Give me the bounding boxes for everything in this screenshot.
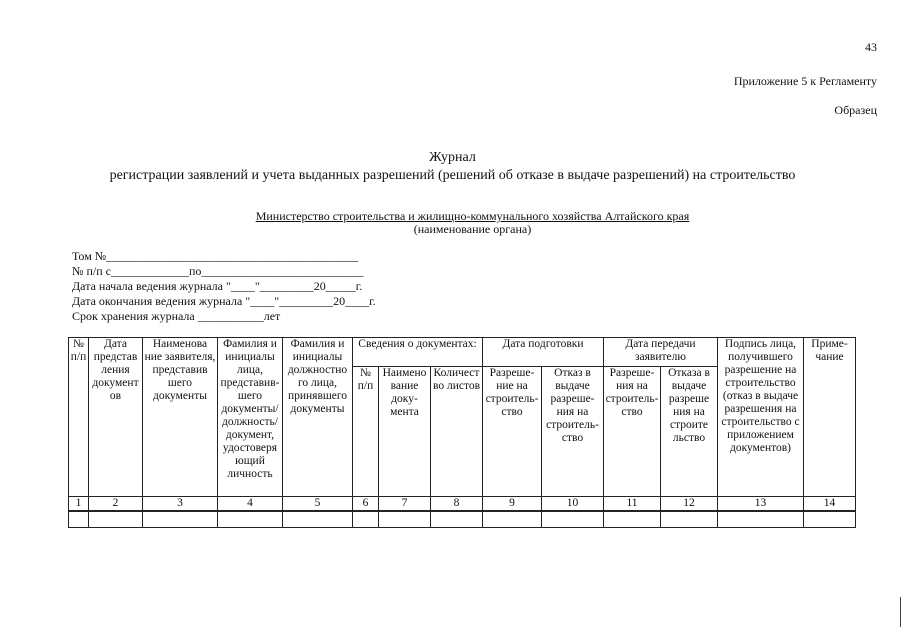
empty-cell (431, 511, 483, 528)
empty-data-row (69, 511, 856, 528)
empty-cell (218, 511, 283, 528)
scan-edge-mark (900, 597, 901, 627)
empty-cell (718, 511, 804, 528)
column-number: 1 (69, 497, 89, 512)
column-number: 10 (542, 497, 604, 512)
appendix-label: Приложение 5 к Регламенту (733, 74, 877, 88)
column-number: 13 (718, 497, 804, 512)
document-title: Журнал (429, 150, 476, 165)
header-col-13: Подпись лица, получившего разрешение на строительство (отказ в выдаче разрешения на строительство с приложением документов) (718, 338, 804, 497)
header-col-1: № п/п (69, 338, 89, 497)
header-col-2: Дата представ ления документ ов (89, 338, 143, 497)
volume-field: Том №__________________________________________ (72, 249, 359, 263)
journal-fields (72, 249, 376, 324)
empty-cell (69, 511, 89, 528)
column-number: 14 (804, 497, 856, 512)
empty-cell (804, 511, 856, 528)
column-number: 3 (143, 497, 218, 512)
column-number: 7 (379, 497, 431, 512)
end-date-field: Дата окончания ведения журнала "____"_________20____г. (72, 294, 376, 308)
header-col-12: Отказа в выдаче разреше ния на строите льство (661, 367, 718, 497)
header-col-7: Наимено вание доку- мента (379, 367, 431, 497)
header-transfer-group: Дата передачи заявителю (604, 338, 718, 367)
sample-label: Образец (834, 103, 877, 117)
header-col-6: № п/п (353, 367, 379, 497)
empty-cell (661, 511, 718, 528)
header-docs-group: Сведения о документах: (353, 338, 483, 367)
column-number: 4 (218, 497, 283, 512)
header-col-11: Разреше- ния на строитель- ство (604, 367, 661, 497)
empty-cell (379, 511, 431, 528)
document-subtitle: регистрации заявлений и учета выданных разрешений (решений об отказе в выдаче разрешений) на строительство (109, 168, 796, 183)
column-number: 11 (604, 497, 661, 512)
header-col-10: Отказ в выдаче разреше- ния на строитель- ство (542, 367, 604, 497)
retention-field: Срок хранения журнала ___________лет (72, 309, 281, 323)
header-row-top (69, 338, 856, 367)
header-col-9: Разреше- ние на строитель- ство (483, 367, 542, 497)
column-number: 6 (353, 497, 379, 512)
page-number: 43 (865, 40, 877, 54)
header-col-8: Количест во листов (431, 367, 483, 497)
header-prep-group: Дата подготовки (483, 338, 604, 367)
empty-cell (353, 511, 379, 528)
column-number: 9 (483, 497, 542, 512)
empty-cell (143, 511, 218, 528)
journal-table (68, 337, 856, 528)
header-col-3: Наименова ние заявителя, представив шего документы (143, 338, 218, 497)
column-number: 12 (661, 497, 718, 512)
empty-cell (483, 511, 542, 528)
empty-cell (542, 511, 604, 528)
header-col-4: Фамилия и инициалы лица, представив- шего документы/ должность/ документ, удостоверя ющий личность (218, 338, 283, 497)
empty-cell (89, 511, 143, 528)
empty-cell (283, 511, 353, 528)
column-number: 2 (89, 497, 143, 512)
empty-cell (604, 511, 661, 528)
start-date-field: Дата начала ведения журнала "____"_________20_____г. (72, 279, 363, 293)
header-col-5: Фамилия и инициалы должностно го лица, принявшего документы (283, 338, 353, 497)
column-number: 8 (431, 497, 483, 512)
organization-name: Министерство строительства и жилищно-коммунального хозяйства Алтайского края (255, 209, 690, 223)
column-number-row (69, 497, 856, 512)
column-number: 5 (283, 497, 353, 512)
organization-caption: (наименование органа) (413, 222, 532, 236)
header-col-14: Приме- чание (804, 338, 856, 497)
number-range-field: № п/п с_____________по___________________________ (72, 264, 364, 278)
